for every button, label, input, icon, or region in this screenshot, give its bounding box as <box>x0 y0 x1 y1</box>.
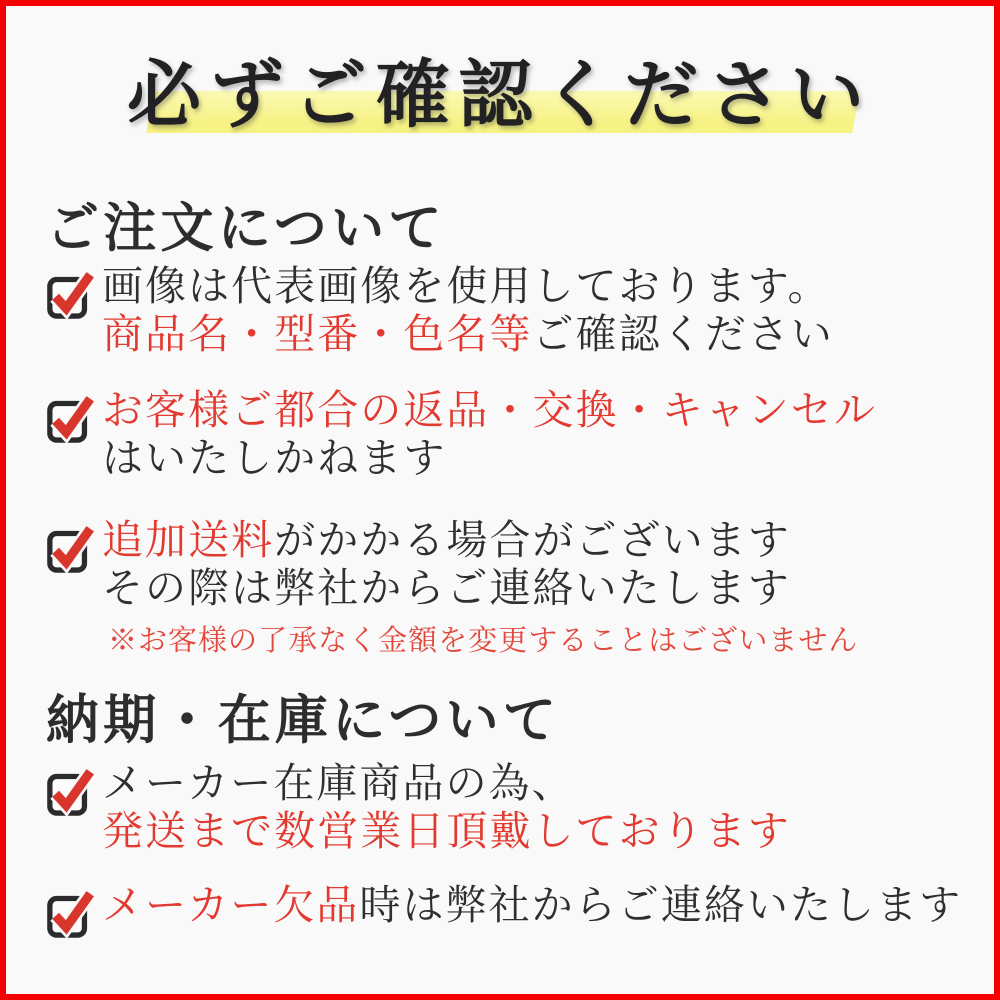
item-text-red: 商品名・型番・色名等 <box>102 309 533 358</box>
item-text <box>102 263 834 358</box>
item-line <box>102 263 834 311</box>
item-text-red: お客様ご都合の返品・交換・キャンセル <box>102 386 877 434</box>
item-text-black: ご確認ください <box>532 309 834 358</box>
list-item <box>46 517 858 658</box>
item-line <box>102 882 962 930</box>
item-text-black: メーカー在庫商品の為、 <box>102 759 575 807</box>
checked-checkbox-icon <box>46 265 96 321</box>
item-text-black: はいたしかねます <box>102 433 447 482</box>
item-line <box>102 565 858 613</box>
item-text-red: メーカー欠品 <box>102 881 360 929</box>
page-title: 必ずご確認ください <box>127 52 873 138</box>
item-text <box>102 882 962 930</box>
section-heading-order: ご注文について <box>46 197 446 259</box>
item-text <box>102 760 791 855</box>
item-text <box>102 517 858 658</box>
list-item <box>46 760 791 855</box>
checked-checkbox-icon <box>46 389 96 445</box>
checked-checkbox-icon <box>46 884 96 940</box>
section-heading-stock: 納期・在庫について <box>46 689 561 751</box>
list-item <box>46 882 962 940</box>
item-line <box>102 808 791 856</box>
checked-checkbox-icon <box>46 519 96 575</box>
checked-checkbox-icon <box>46 762 96 818</box>
item-line <box>102 387 877 435</box>
list-item <box>46 387 877 482</box>
item-text-red: 追加送料 <box>102 516 275 564</box>
item-line <box>102 517 858 565</box>
item-line <box>102 311 834 359</box>
item-line <box>102 760 791 808</box>
item-line <box>102 435 877 483</box>
item-footnote: ※お客様の了承なく金額を変更することはございません <box>108 623 859 658</box>
item-text-black: その際は弊社からご連絡いたします <box>102 563 791 612</box>
item-text-black: 画像は代表画像を使用しております。 <box>102 262 831 310</box>
item-text-black: 時は弊社からご連絡いたします <box>359 881 963 929</box>
list-item <box>46 263 834 358</box>
item-text <box>102 387 877 482</box>
item-text-black: がかかる場合がございます <box>274 516 791 564</box>
item-text-red: 発送まで数営業日頂戴しております <box>102 806 791 855</box>
